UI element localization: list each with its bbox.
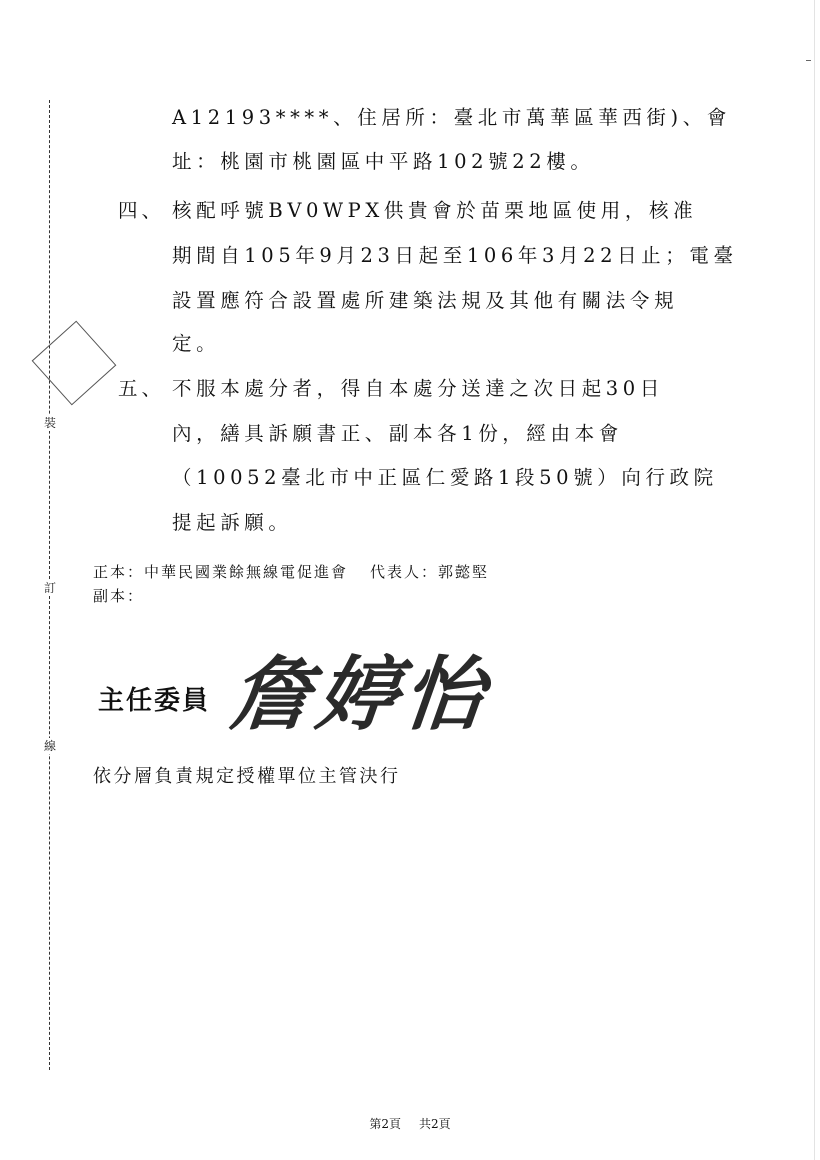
item-5-line-1: 不服本處分者，得自本處分送達之次日起30日 [172,377,664,400]
item-4-line-3: 設置應符合設置處所建築法規及其他有關法令規 [172,289,679,312]
signatory-title: 主任委員 [98,686,211,716]
signature: 詹婷怡 [226,648,495,741]
page-number: 第2頁 [369,1117,401,1131]
page-edge [814,0,815,1160]
authority-note: 依分層負責規定授權單位主管決行 [93,766,401,787]
body-line-2: 址：桃園市桃園區中平路102號22樓。 [172,150,595,173]
binding-mark-top: 裝 [44,416,57,430]
scan-mark [806,60,811,61]
item-4-number: 四、 [118,199,166,222]
original-recipient-line [93,561,489,582]
item-5-line-3: （10052臺北市中正區仁愛路1段50號）向行政院 [172,466,718,489]
item-4-line-2: 期間自105年9月23日起至106年3月22日止；電臺 [172,244,738,267]
item-5-line-2: 內，繕具訴願書正、副本各1份，經由本會 [172,422,623,445]
total-pages: 共2頁 [419,1117,451,1131]
binding-mark-bottom: 線 [44,739,57,753]
item-4-line-1: 核配呼號BV0WPX供貴會於苗栗地區使用，核准 [172,199,698,222]
body-line-1: A12193****、住居所：臺北市萬華區華西街)、會 [172,106,731,129]
item-5-number: 五、 [118,377,166,400]
original-recipient: 正本：中華民國業餘無線電促進會 [93,563,349,581]
item-5-line-4: 提起訴願。 [172,511,293,534]
item-4-line-4: 定。 [172,332,221,355]
seal-stamp [32,321,117,406]
copy-recipient: 副本： [93,587,145,605]
page-footer [0,1115,820,1132]
representative: 代表人：郭懿堅 [370,563,490,581]
binding-mark-middle: 訂 [44,581,57,595]
